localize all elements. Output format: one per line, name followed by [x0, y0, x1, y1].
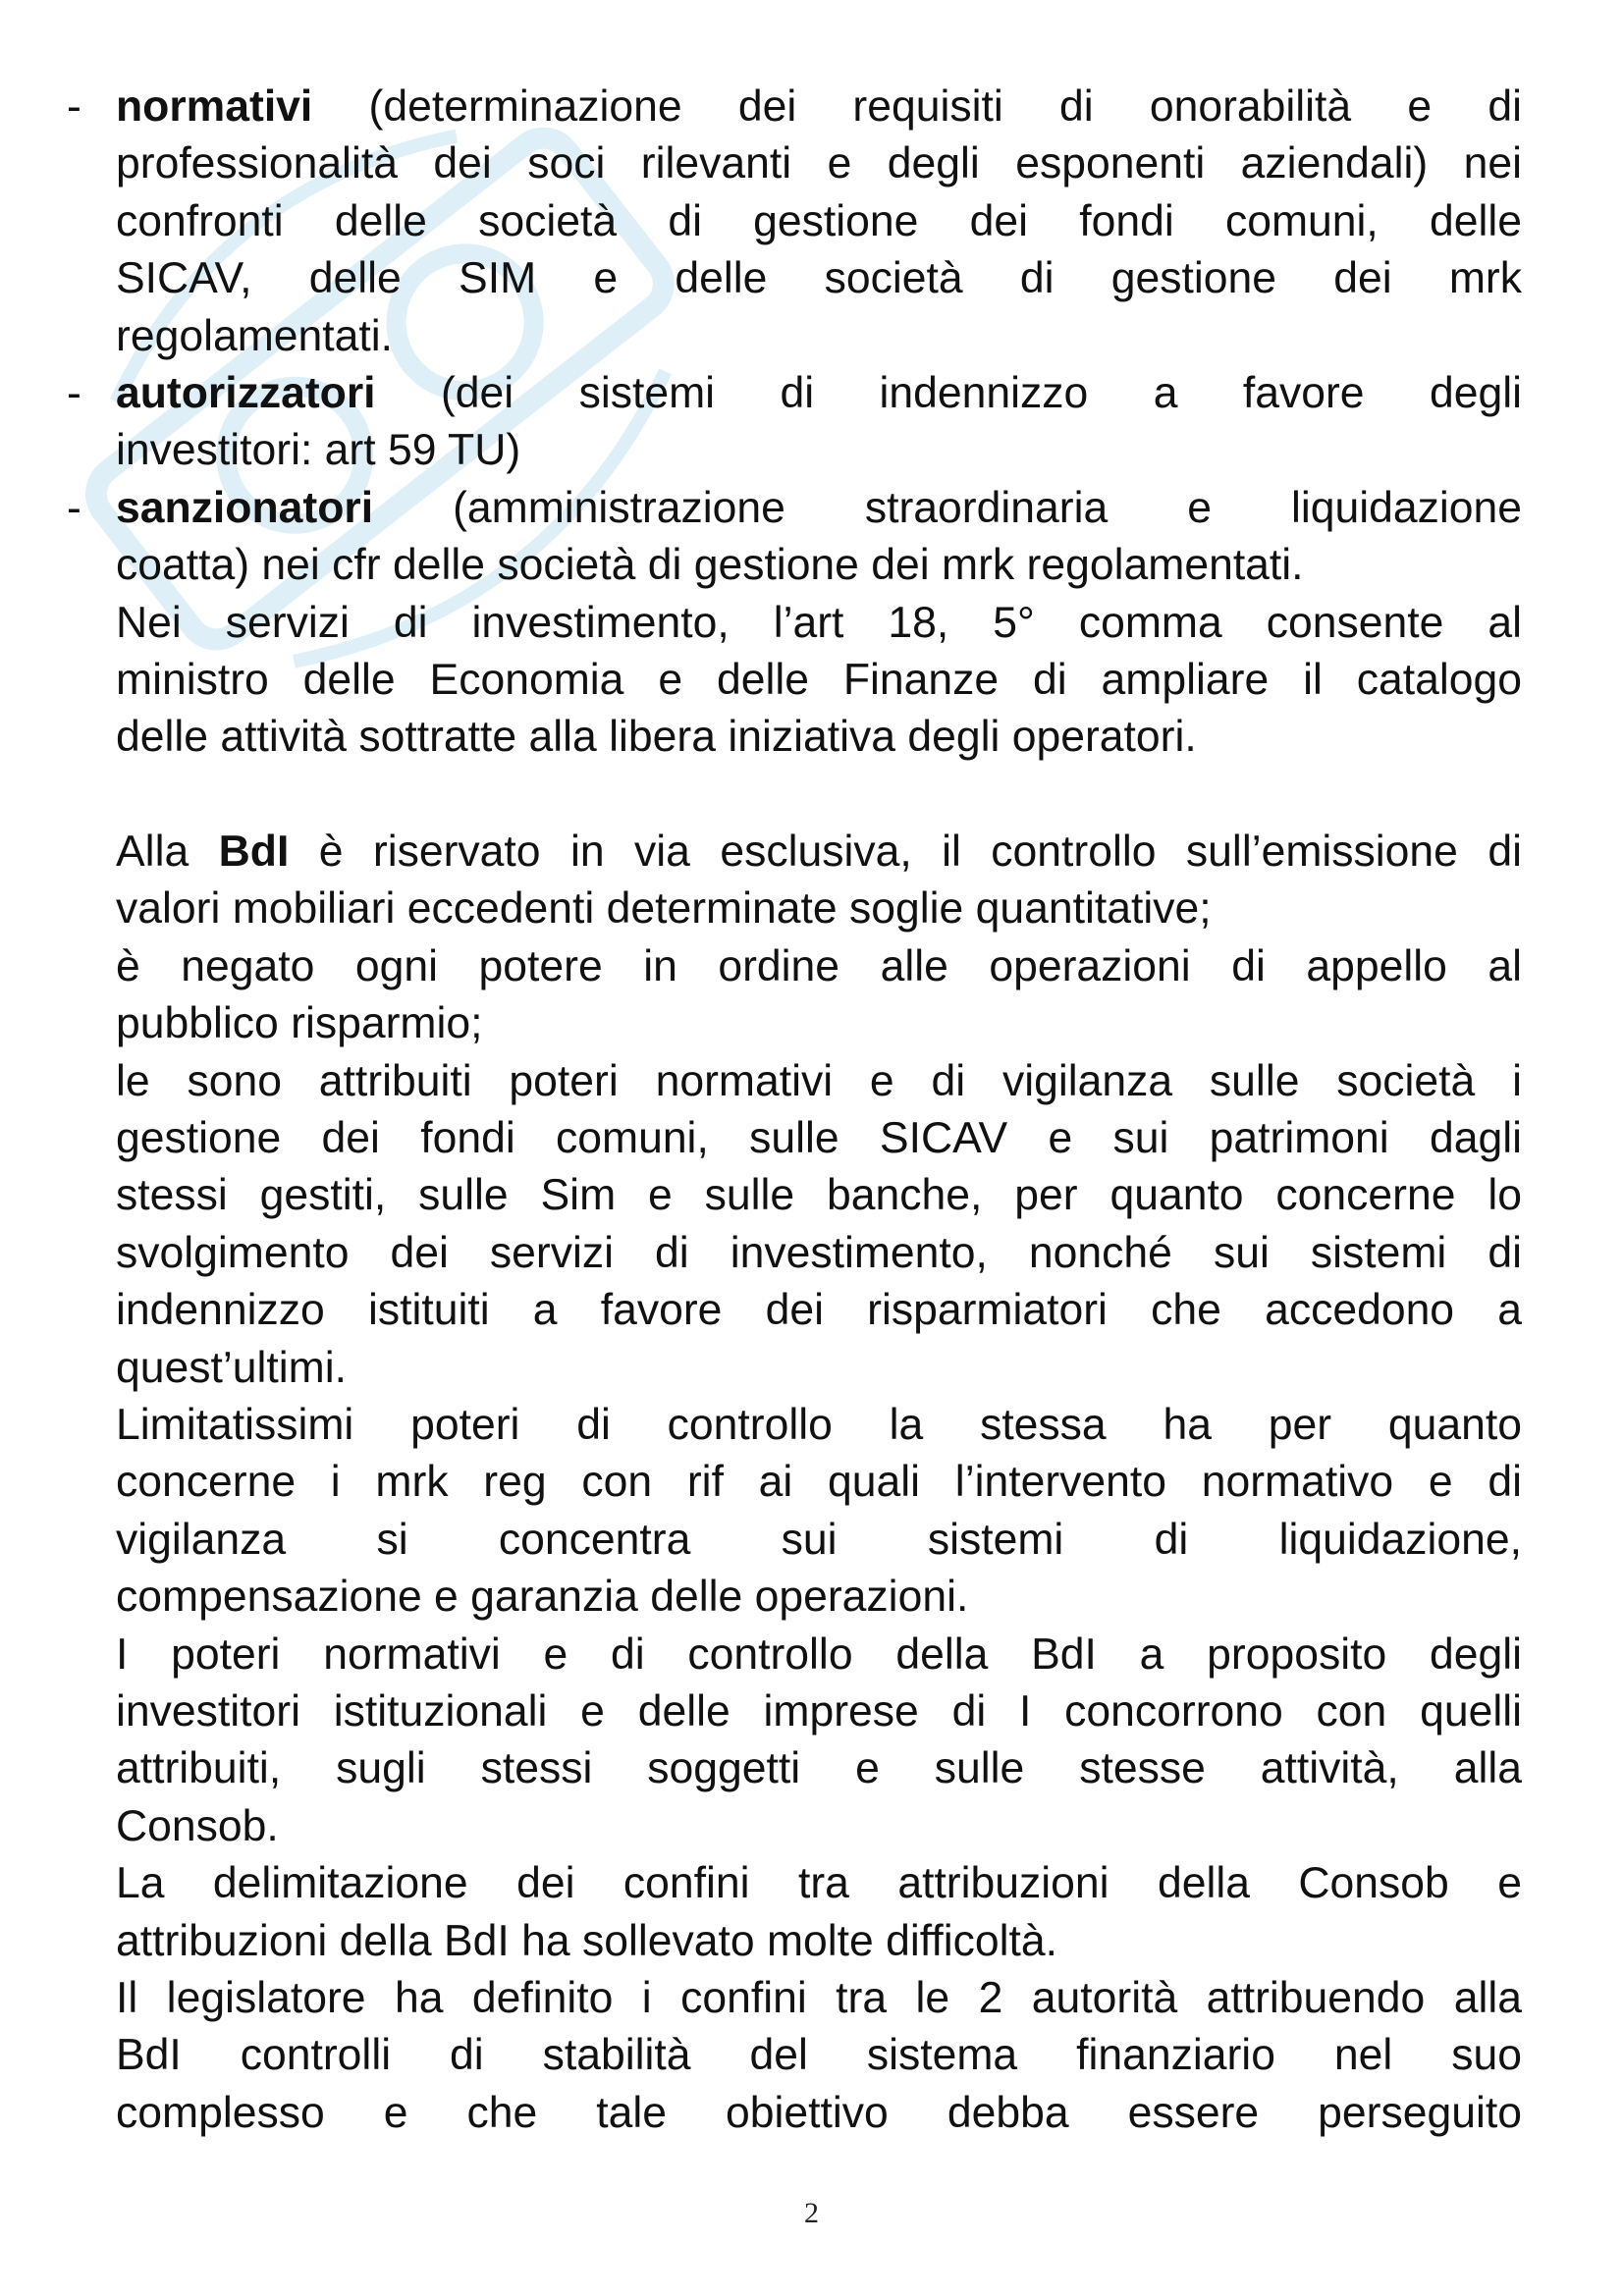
text-line: investitori istituzionali e delle imprese di I concorrono con quelli: [116, 1686, 1522, 1735]
text-line: è negato ogni potere in ordine alle operazioni di appello al: [116, 941, 1522, 990]
bullet-normativi: [67, 79, 1522, 365]
text-line: Alla BdI è riservato in via esclusiva, il controllo sull’emissione di: [116, 828, 1522, 877]
text-line: Consob.: [116, 1801, 279, 1850]
text-line: attribuzioni della BdI ha sollevato molte difficoltà.: [116, 1916, 1057, 1965]
paragraph-legislatore: [116, 1970, 1522, 2142]
text-line: delle attività sottratte alla libera iniziativa degli operatori.: [116, 713, 1197, 762]
page-number: 2: [804, 2197, 819, 2229]
bullet-line: - autorizzatori (dei sistemi di indennizzo a favore degli: [116, 365, 1522, 422]
text-line: Il legislatore ha definito i confini tra le 2 autorità attribuendo alla: [116, 1973, 1522, 2022]
text-line: stessi gestiti, sulle Sim e sulle banche, per quanto concerne lo: [116, 1171, 1522, 1220]
text-line: gestione dei fondi comuni, sulle SICAV e sui patrimoni dagli: [116, 1114, 1522, 1163]
bullet-autorizzatori: [67, 365, 1522, 480]
text-line: svolgimento dei servizi di investimento, nonché sui sistemi di: [116, 1228, 1522, 1277]
paragraph-attribuiti: [116, 1053, 1522, 1397]
text-line: regolamentati.: [116, 311, 393, 360]
bullet-dash: -: [67, 368, 81, 417]
text-line: attribuiti, sugli stessi soggetti e sulle stesse attività, alla: [116, 1744, 1522, 1793]
text-line: Limitatissimi poteri di controllo la stessa ha per quanto: [116, 1400, 1522, 1449]
paragraph-negato: [116, 938, 1522, 1053]
paragraph-delimitazione: [116, 1855, 1522, 1970]
text-line: investitori: art 59 TU): [116, 426, 521, 475]
bullet-line: - sanzionatori (amministrazione straordinaria e liquidazione: [116, 480, 1522, 537]
bullet-term: autorizzatori: [116, 368, 376, 417]
text-line: Nei servizi di investimento, l’art 18, 5° comma consente al: [116, 598, 1522, 647]
bullet-sanzionatori: [67, 480, 1522, 595]
text-line: I poteri normativi e di controllo della BdI a proposito degli: [116, 1629, 1522, 1679]
paragraph-bdi-intro: [116, 824, 1522, 938]
text-line: compensazione e garanzia delle operazioni.: [116, 1573, 969, 1622]
text-line: concerne i mrk reg con rif ai quali l’intervento normativo e di: [116, 1458, 1522, 1507]
text-line: indennizzo istituiti a favore dei risparmiatori che accedono a: [116, 1286, 1522, 1335]
text-line: quest’ultimi.: [116, 1343, 347, 1392]
text-line: pubblico risparmio;: [116, 999, 483, 1048]
text-line: vigilanza si concentra sui sistemi di liquidazione,: [116, 1515, 1522, 1564]
text-line: BdI controlli di stabilità del sistema finanziario nel suo: [116, 2031, 1522, 2080]
bullet-term: normativi: [116, 82, 313, 131]
text-line: coatta) nei cfr delle società di gestione dei mrk regolamentati.: [116, 541, 1304, 590]
text-line: valori mobiliari eccedenti determinate soglie quantitative;: [116, 884, 1212, 934]
paragraph-poteri: [116, 1627, 1522, 1856]
paragraph-servizi-investimento: [116, 595, 1522, 767]
bullet-term: sanzionatori: [116, 483, 374, 532]
text-line: SICAV, delle SIM e delle società di gestione dei mrk: [116, 254, 1522, 303]
bullet-dash: -: [67, 82, 81, 131]
text-line: professionalità dei soci rilevanti e degli esponenti aziendali) nei: [116, 139, 1522, 188]
text-line: complesso e che tale obiettivo debba essere perseguito: [116, 2088, 1522, 2137]
bdi-bold: BdI: [218, 828, 290, 877]
bullet-line: - normativi (determinazione dei requisiti di onorabilità e di: [116, 79, 1522, 135]
paragraph-limitatissimi: [116, 1397, 1522, 1627]
text-line: confronti delle società di gestione dei fondi comuni, delle: [116, 196, 1522, 245]
paragraph-gap: [116, 767, 1522, 824]
bullet-dash: -: [67, 483, 81, 532]
text-line: La delimitazione dei confini tra attribuzioni della Consob e: [116, 1859, 1522, 1908]
text-line: le sono attribuiti poteri normativi e di vigilanza sulle società i: [116, 1056, 1522, 1105]
text-line: ministro delle Economia e delle Finanze di ampliare il catalogo: [116, 655, 1522, 704]
document-body: [67, 79, 1522, 2142]
